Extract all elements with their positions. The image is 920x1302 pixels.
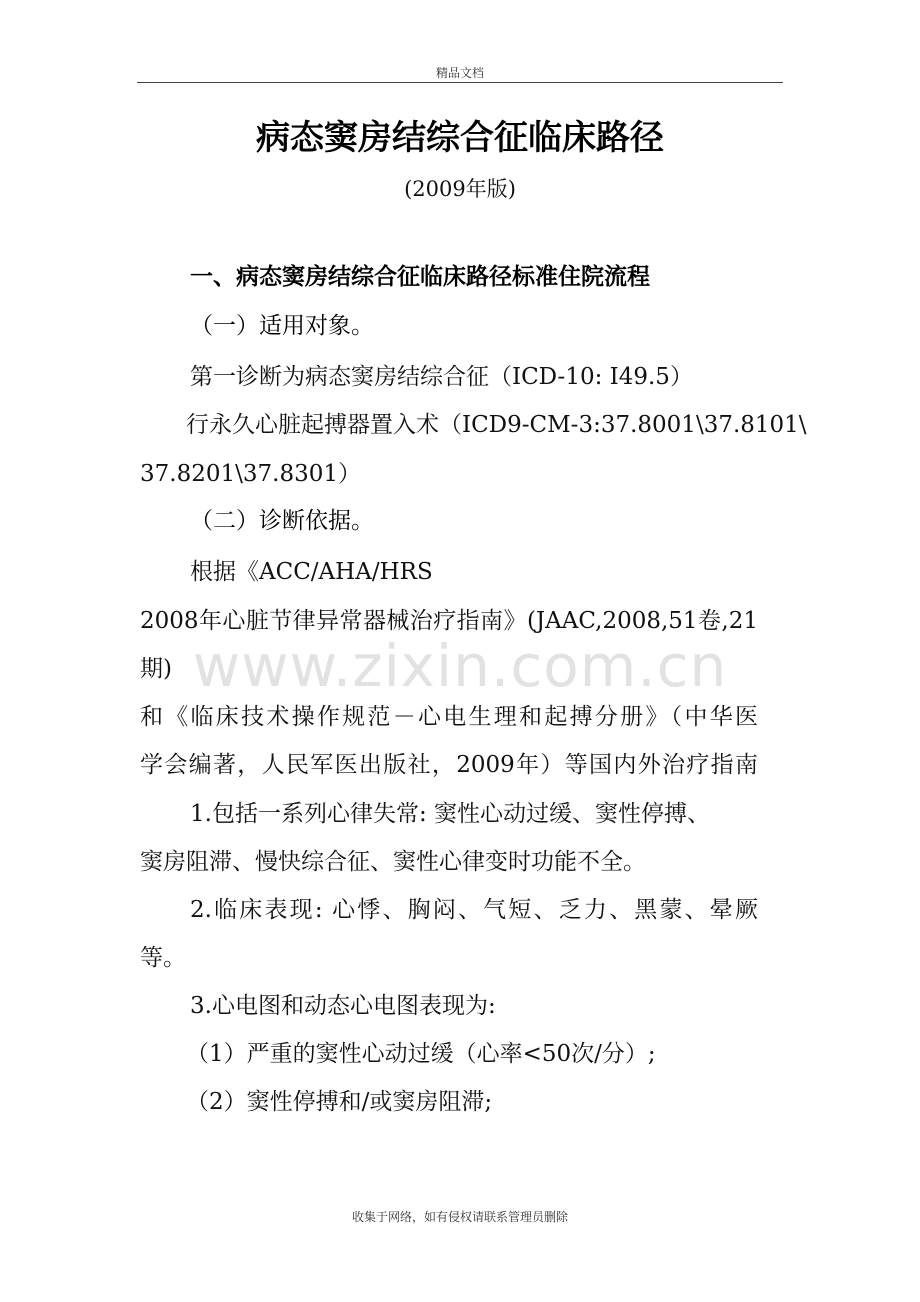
- basis-line: 期): [140, 656, 172, 682]
- procedure-line: 行永久心脏起搏器置入术（ICD9-CM-3:37.8001\37.8101\: [186, 412, 807, 438]
- list-item-3: 3.心电图和动态心电图表现为:: [190, 993, 496, 1019]
- list-item-3-sub-2: （2）窦性停搏和/或窦房阻滞;: [186, 1089, 493, 1115]
- basis-line: 学会编著，人民军医出版社，2009年）等国内外治疗指南: [140, 752, 758, 778]
- list-item-1: 1.包括一系列心律失常: 窦性心动过缓、窦性停搏、: [190, 801, 711, 827]
- list-item-3-sub-1: （1）严重的窦性心动过缓（心率<50次/分）;: [186, 1041, 656, 1067]
- list-item-2: 2.临床表现: 心悸、胸闷、气短、乏力、黑蒙、晕厥: [190, 897, 758, 923]
- diagnosis-line: 第一诊断为病态窦房结综合征（ICD-10: I49.5）: [190, 364, 693, 390]
- list-item-2-continuation: 等。: [140, 945, 186, 971]
- subsection-heading-applicable-subjects: （一）适用对象。: [190, 313, 374, 339]
- procedure-code-continuation: 37.8201\37.8301）: [140, 461, 361, 487]
- page-footer-text: 收集于网络，如有侵权请联系管理员删除: [351, 1210, 568, 1224]
- header-divider: [137, 82, 783, 83]
- page-header-text: 精品文档: [435, 66, 484, 80]
- watermark: www.zixin.com.cn: [192, 632, 728, 700]
- subsection-heading-diagnostic-basis: （二）诊断依据。: [190, 508, 374, 534]
- list-item-1-continuation: 窦房阻滞、慢快综合征、窦性心律变时功能不全。: [140, 849, 646, 875]
- document-title: 病态窦房结综合征临床路径: [256, 118, 664, 158]
- basis-line: 和《临床技术操作规范－心电生理和起搏分册》（中华医: [140, 704, 758, 730]
- basis-line: 2008年心脏节律异常器械治疗指南》(JAAC,2008,51卷,21: [140, 608, 758, 634]
- document-subtitle: (2009年版): [404, 177, 516, 201]
- basis-line: 根据《ACC/AHA/HRS: [190, 559, 433, 585]
- section-heading-1: 一、病态窦房结综合征临床路径标准住院流程: [190, 264, 650, 290]
